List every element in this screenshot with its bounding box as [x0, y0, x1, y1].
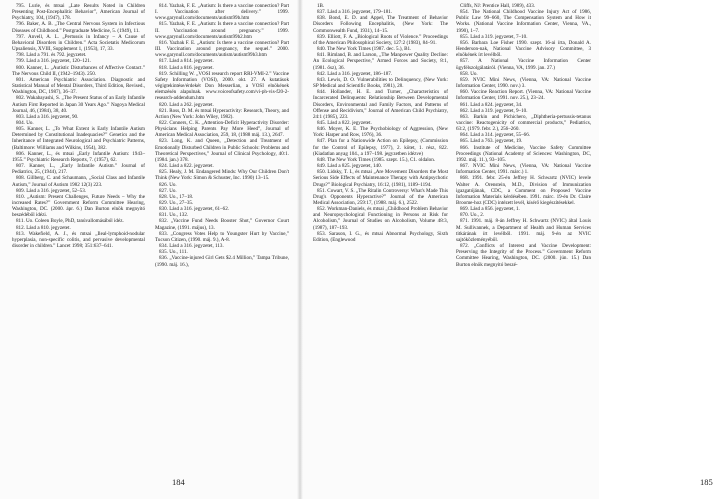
reference-entry: 800. Kanner, L. „Autistic Disturbances of Affective Contact.” The Nervous Child II, (1942–1943). 250.: [12, 64, 145, 77]
reference-entry: 804. Uo.: [16, 119, 34, 126]
reference-entry: 859. NVIC Mini News, (Vienna, VA: National Vaccine Information Center, 1990. nov.) 3.: [456, 76, 591, 90]
reference-entry: 816. Yazbak F. E. „Autism: Is there a vaccine connection? Part III. Vaccination around pregnancy, the sequel.” 2000. www.garynull.com/documents/autism/autism99b3.htm: [155, 39, 289, 59]
reference-entry: 848. The New York Times (1985. szept. 15.), C1. oldalon.: [317, 156, 436, 163]
reference-entry: 808. Gillberg, C. and Schaumann, „Social Class and Infantile Autism,” Journal of Autism 1982 12(3) 223.: [12, 175, 145, 188]
page-number-left: 184: [172, 477, 185, 487]
reference-entry: 861. Lásd a 824. jegyzetet, 34.: [460, 101, 523, 108]
reference-entry: 855. Lásd a 319. jegyzetet, 7–10.: [460, 33, 528, 40]
reference-entry: 811. Uo. Coleen Boyle, PhD, tanúvallomásából idéz.: [16, 218, 124, 225]
reference-entry: 851. Cowart, V. S. „The Ritalin Controversy: What's Made This Drug's Opponents Hyperactive?” Journal of the American Medical Association, 259:17, (1988. máj. 6.), 2522.: [313, 187, 448, 206]
reference-entry: 832. „Vaccine Fund Needs Booster Shot,” Governor Court Magazine, (1991. május), 13.: [155, 218, 289, 231]
reference-entry: 1B.: [317, 3, 325, 9]
reference-entry: 841. Rimland, B. and Larson, „The Manpower Quality Decline: An Ecological Perspective,” Armed Forces and Society, 8:1, (1981. ősz), 36.: [313, 52, 448, 71]
reference-entry: 868. 1991. febr. 25-én Jeffrey H. Schwartz (NVIC) levele Walter A. Orenstein, M.D., Division of Immunization igazgatójának, CDC, a Comment on Proposed Vaccine Information Materials kérdésében. 1991. márc. 19-én Dr. Claire Broome-hoz (CDC) intézett levél, kísérő kiegészítésekkel.: [456, 175, 591, 206]
reference-entry: 812. Lásd a 810. jegyzetet.: [16, 224, 71, 231]
reference-entry: 803. Lásd a 316. jegyzetet, 90.: [16, 113, 79, 120]
left-page-column-2: [155, 3, 289, 423]
reference-entry: 842. Lásd a 316. jegyzetet, 186–187.: [317, 70, 393, 77]
reference-entry: 866. Institute of Medicine, Vaccine Safety Committee Proceedings (National Academy of Sciences: Washington, DC, 1992. máj. 11.), 93–105.: [456, 144, 591, 163]
reference-entry: 818. Lásd a 816. jegyzetet.: [159, 64, 214, 71]
right-page-column-1: [313, 3, 448, 458]
reference-entry: 847. Plan for a Nationwide Action on Epilepsy, (Commission for the Control of Epilepsy, 1977), 2. kötet, 1. rész, 822. (Kiadatlan anyag 104., a 197–198. jegyzetben idézve): [313, 138, 448, 157]
reference-entry: 807. Kanner, L., „Early Infantile Autism.” Journal of Pediatrics, 25, (1944), 217.: [12, 163, 145, 176]
reference-entry: 864. Lásd a 314. jegyzetet, 55–66.: [460, 132, 531, 139]
reference-entry: 822. Conners, C. K. „Attention-Deficit Hyperactivity Disorder: Physicians Helping Parents Pay More Heed”, Journal of American Medical Association, 259, 18, (1988 máj. 13.), 2647.: [155, 119, 289, 139]
reference-entry: 823. Long, K. and Queen, „Detection and Treatment of Emotionally Disturbed Children in Public Schools: Problems and Theoretical Perspectives,” Journal of Clinical Psychology, 40:1. (1984. jan.) 378.: [155, 138, 289, 163]
reference-entry: 858. Uo.: [460, 70, 478, 77]
reference-entry: 806. Kanner, L., és mtsai „Early Infantile Autism: 1943–1955.” Psychiatric Research Reports, 7. (1957), 62.: [12, 150, 145, 163]
reference-entry: 856. Barbara Loe Fisher 1990. szept. 16-ai írta, Donald A. Henderson-nak, National Vaccine Advisory Committee, 3 elnökének írt levélből.: [456, 39, 591, 59]
reference-entry: 824. Lásd a 822. jegyzetet.: [159, 163, 214, 170]
reference-entry: 801. American Psychiatric Association. Diagnostic and Statistical Manual of Mental Disorders, Third Edition, Revised., Washington, DC, 1987), 36–37.: [12, 76, 145, 96]
reference-entry: 798. Lásd a 791. és 792. jegyzetet.: [16, 52, 87, 59]
reference-entry: 796. Baker, A. B. „The Central Nervous System in Infectious Diseases of Childhood.” Postgraduate Medicine, 5. (1949), 11.: [12, 21, 145, 34]
reference-entry: 870. Uo., 2.: [460, 212, 485, 219]
reference-entry: 826. Uo.: [159, 181, 177, 188]
reference-entry: 805. Kanner, L. „To What Extent is Early Infantile Autism Determined by Constitutional Inadequacies?” Genetics and the Inheritance of Integrated Neurological and Psychiatric Patterns, (Baltimore: Williams and Wilkins, 1954), 382.: [12, 126, 145, 151]
reference-entry: 871. 1991. máj. 8-án Jeffrey H. Schwartz (NVIC) által Louis M. Sullivannek, a Department of Health and Human Services titkárának írt levélből. 1991. máj. 9-én az NVIC sajtóközleményéből.: [456, 218, 591, 243]
reference-entry: 846. Moyer, K. E. The Psychobiology of Aggression, (New York: Harper and Row, 1976), 36.: [313, 126, 448, 139]
reference-entry: 835. Uo., 111.: [159, 249, 188, 256]
reference-entry: 852. Workman-Daniels, és mtsai „Childhood Problem Behavior and Neuropsychological Functioning in Persons at Risk for Alcoholism,” Journal of Studies on Alcoholism, Volume 48:3, (1987), 187–193.: [313, 206, 448, 231]
reference-entry: 820. Lásd a 262. jegyzetet.: [159, 101, 214, 108]
reference-entry: 850. Lidsky, T. I., és mtsai „Are Movement Disorders the Most Serious Side Effects of Maintenance Therapy with Antipsychotic Drugs?” Biological Psychiatry, 16:12, (1981), 1189–1194.: [313, 169, 448, 188]
reference-entry: 815. Yazbak, F. E. „Autism: Is there a vaccine connection? Part II. Vaccination around pregnancy.” 1999. www.garynull.com/documents/autism99b2.htm: [155, 21, 289, 40]
reference-entry: 802. Wakabayashi, S. „The Present Status of an Early Infantile Autism First Reported in Japan 30 Years Ago.” Nagoya Medical Journal, 46, (1984), 38, 40.: [12, 95, 145, 114]
right-page: [300, 0, 713, 499]
reference-entry: 829. Uo., 27–35.: [159, 200, 194, 206]
reference-entry: 825. Healy, J. M. Endangered Minds: Why Our Children Don't Think (New York: Simon & Schuster, Inc. 1990) 13–15.: [155, 169, 289, 182]
reference-entry: 862. Lásd a 319. jegyzetet, 9–10.: [460, 107, 528, 114]
reference-entry: 849. Lásd a 825. jegyzetet, 140.: [317, 163, 382, 170]
reference-entry: 865. Lásd a 763. jegyzetet, 19.: [460, 138, 523, 145]
reference-entry: 834. Lásd a 316. jegyzetet, 113.: [159, 243, 224, 250]
reference-entry: 833. „Congress Votes Help to Youngster Hurt by Vaccine,” Tucson Citizen, (1990. máj. 9.), A-8.: [155, 230, 289, 243]
reference-entry: 854. The National Childhood Vaccine Injury Act of 1986, Public Law 99–660, The Compensation System and How it Works. (National Vaccine Information Center, Vienna, VA., 1990), 1–7.: [456, 9, 591, 34]
reference-entry: 837. Lásd a 316. jegyzetet, 179–181.: [317, 9, 393, 16]
reference-entry: 831. Uo., 132.: [159, 212, 189, 219]
reference-entry: 838. Bond, E. D. and Appel, The Treatment of Behavior Disorders Following Encephalitis, (New York: The Commonwealth Fund, 1931), 14–15.: [313, 15, 448, 34]
reference-entry: Cliffs, NJ: Prentice Hall, 1989), 433.: [460, 3, 536, 9]
reference-entry: 840. The New York Times (1987. dec. 5.), B1.: [317, 46, 412, 53]
reference-entry: 797. Anvell, A. L. „Pertussis in Infancy – A Cause of Behavioral Disorders in Children.” Acta Societatis Medicorum Upsaliensis, XVIII, Supplement 1, (1953), 17, 33.: [12, 33, 145, 53]
reference-entry: 813. Wakefield, A. J., és mtsai „Ileal-lymphoid-nodular hyperplasia, non-specific colitis, and pervasive developmental disorder in children.” Lancet 1998; 351:637–641.: [12, 230, 145, 250]
reference-entry: 844. Hollander, H. E. and Turner, „Characteristics of Incarcerated Delinquents: Relationship Between Developmental Disorders, Environmental and Family Factors, and Patterns of Offense and Recidivism,” Journal of American Child Psychiatry, 24:1 (1985), 223.: [313, 89, 448, 120]
reference-entry: 860. Vaccine Reaction Report. (Vienna, VA: National Vaccine Information Center, 1991. nov. 25.), 23–24.: [456, 89, 591, 102]
reference-entry: 819. Schilling W. „VOSI research report RRI-VMI-2.” Vaccine Safety Information (VOSI), 2000. okt. 27. A kutatások végigtekintése/érdekét Don Messerlian, a VOSI elnökének elemzésén alapulnak. www.voiceofsafety.com/vi-ph-vis-f20-2-research-addendum.htm: [155, 70, 289, 102]
reference-entry: 795. Lurie, és mtsai „Late Results Noted in Children Presenting Post-Encephalitic Behavior”, American Journal of Psychiatry, 104, (1947), 178.: [12, 3, 145, 22]
left-page-column-1: [12, 3, 145, 441]
reference-entry: 809. Lásd a 316. jegyzetet, 52–53.: [16, 187, 87, 194]
reference-entry: 817. Lásd a 814. jegyzetet.: [159, 58, 214, 65]
reference-entry: 853. Sarason, I. G., és mtsai Abnormal Psychology, Sixth Edition, (Englewood: [313, 230, 448, 243]
reference-entry: 857. A National Vaccine Information Center ügyfélszolgálatáról. (Vienna, VA, 1999. jan. 27.): [456, 58, 591, 71]
page-number-right: 185: [700, 477, 713, 487]
reference-entry: 830. Lásd a 316. jegyzetet, 61–62.: [159, 206, 230, 213]
reference-entry: 814. Yazbak, F. E. „Autism: Is there a vaccine connection? Part I. Vaccination after delivery.” 1999. www.garynull.com/documents/autism99b.htm: [155, 3, 289, 22]
reference-entry: 836. „Vaccine-injured Girl Gets $2.4 Million,” Tampa Tribune, (1990. máj. 16.),: [155, 255, 289, 268]
reference-entry: 845. Lásd a 822. jegyzetet.: [317, 119, 372, 126]
reference-entry: 869. Lásd a 856. jegyzetet, 1.: [460, 206, 520, 213]
reference-entry: 828. Uo., 17–18.: [159, 193, 194, 200]
reference-entry: 843. Lewis, D. O. Vulnerabilities to Delinquency, (New York: SP Medical and Scientific Books, 1981), 28.: [313, 76, 448, 90]
book-gutter: [297, 0, 303, 499]
reference-entry: 827. Uo.: [159, 187, 177, 194]
reference-entry: 872. „Conflicts of Interest and Vaccine Development: Preserving the Integrity of the Process.” Government Reform Committee Hearing, Washington, DC. (2000. jún. 15.) Dan Burton elnök megnyitó beszé-: [456, 243, 591, 268]
reference-entry: 863. Barkin and Pichichero, „Diphtheria-pertussis-tetanus vaccine: Reactogenicity of commercial products,” Pediatrics, 63:2, (1979. febr. 2.), 256–260.: [456, 113, 591, 133]
right-page-column-2: [456, 3, 591, 458]
reference-entry: 810. „Autism: Present Challenges, Future Needs – Why the increased Rates?” Government Reform Committee Hearing, Washington, DC. (2000. ápr. 6.) Dan Burton elnök megnyitó beszédéből idézi.: [12, 193, 145, 219]
reference-entry: 839. Elliott, F. A. „Biological Roots of Violence.” Proceedings of the American Philosophical Society, 127:2 (1983), 84–91.: [313, 33, 448, 46]
reference-entry: 799. Lásd a 316. jegyzetet, 120–121.: [16, 58, 92, 65]
left-page: [0, 0, 300, 499]
reference-entry: 821. Ross, D. M. és mtsai Hyperactivity: Research, Theory, and Action (New York: John Wiley, 1982).: [155, 107, 289, 120]
reference-entry: 867. NVIC Mini News, (Vienna, VA: National Vaccine Information Center, 1991. márc.) 1.: [456, 163, 591, 176]
